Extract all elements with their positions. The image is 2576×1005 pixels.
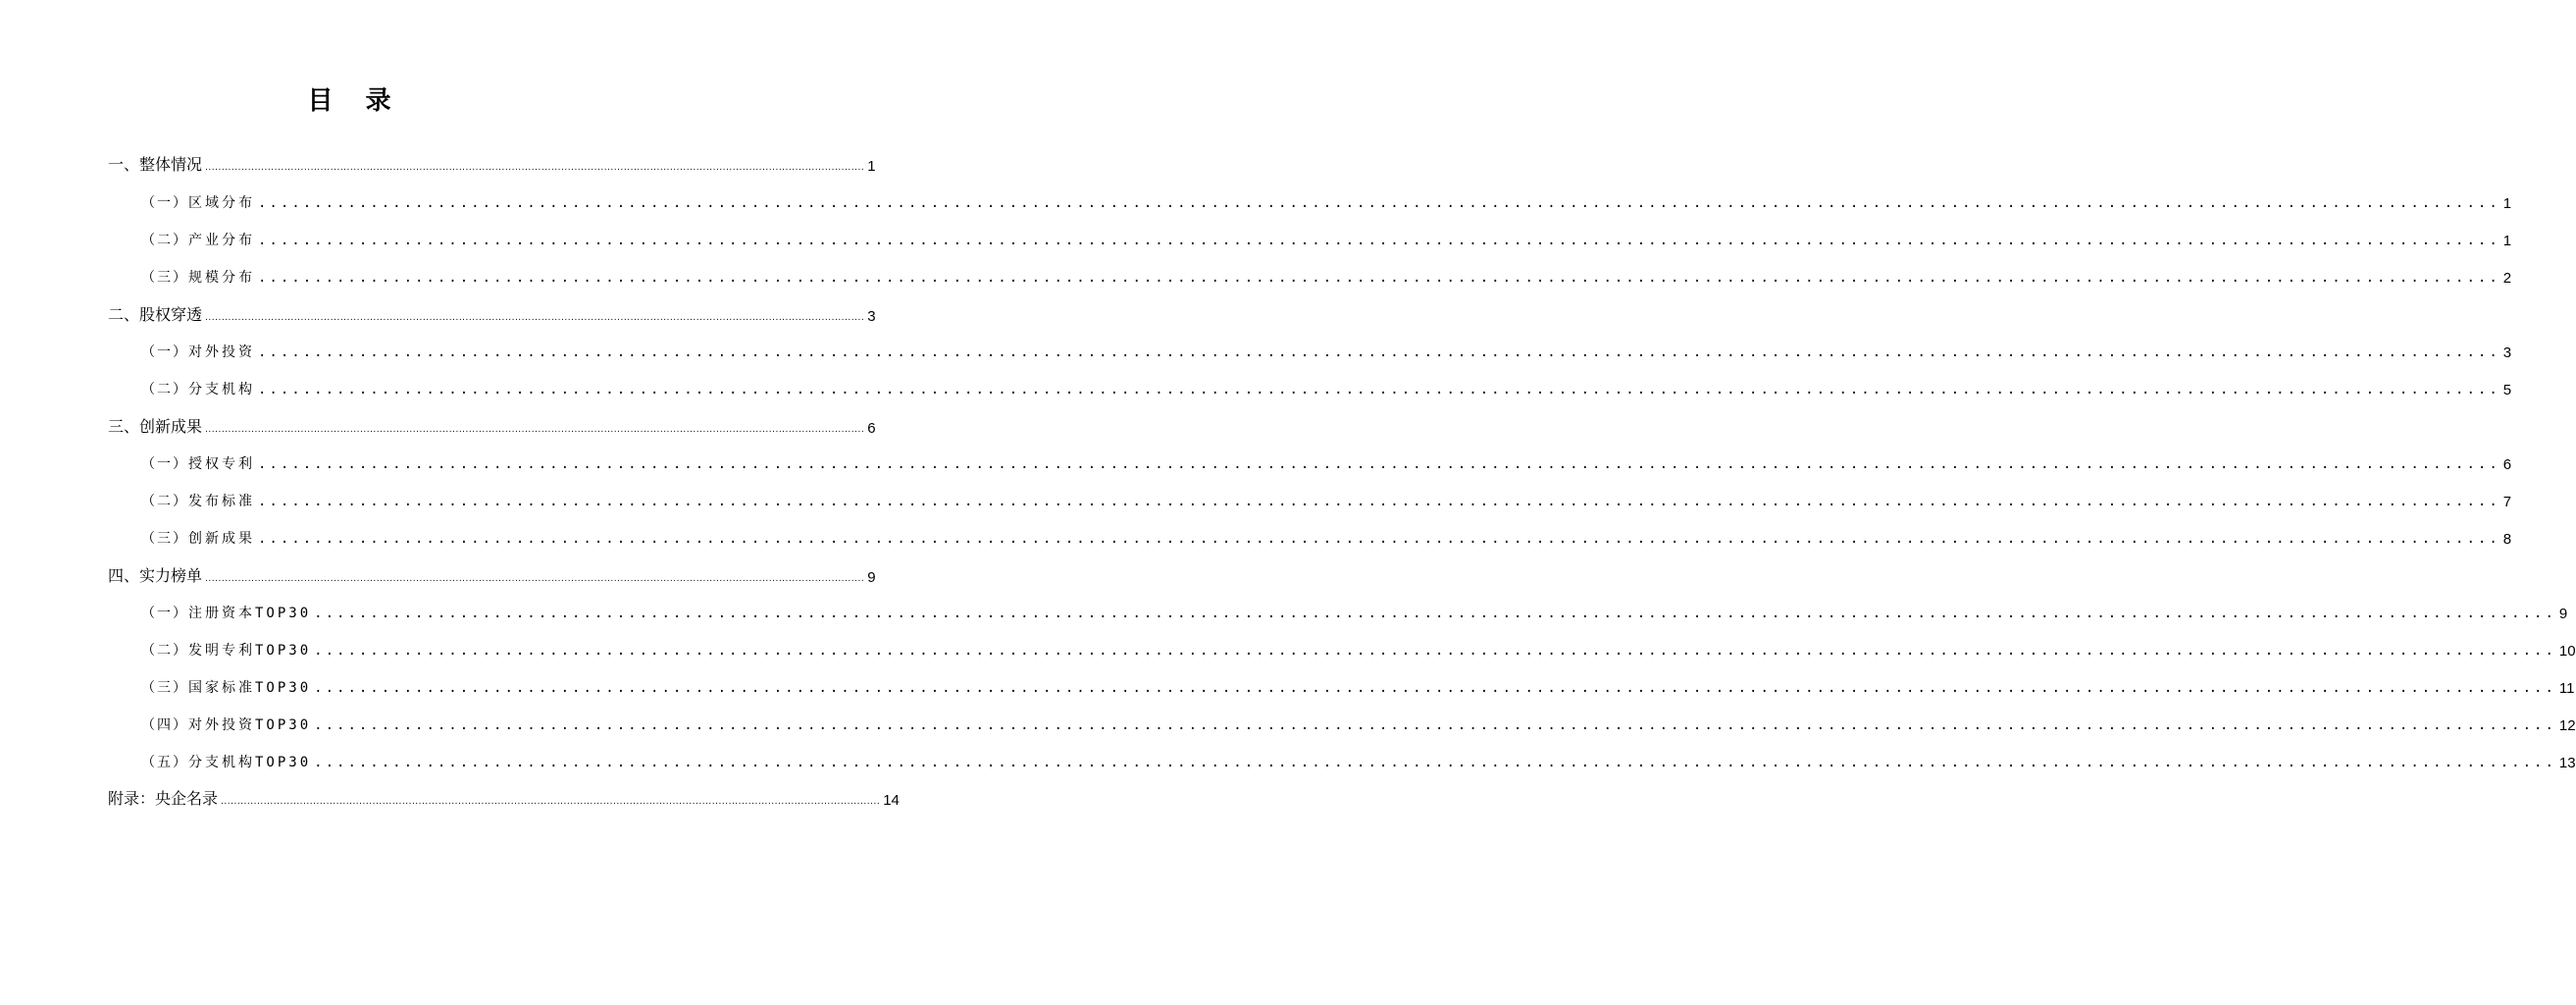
toc-subsection-entry[interactable]	[108, 188, 2512, 212]
toc-entry-number: （一）	[141, 456, 188, 472]
toc-page-number: 2	[2502, 270, 2512, 287]
toc-entry-label: 发明专利TOP30	[188, 643, 312, 659]
toc-subsection-entry[interactable]	[108, 673, 2575, 697]
toc-entry-number: （三）	[141, 680, 188, 696]
toc-entry-label: 股权穿透	[139, 305, 203, 324]
page-title: 目 录	[307, 86, 403, 116]
toc-page-number: 12	[2558, 717, 2576, 734]
toc-entry-label: 区域分布	[188, 195, 255, 211]
toc-entry-number: 二、	[108, 305, 140, 324]
toc-entry-label: 分支机构	[188, 382, 255, 397]
toc-dot-leader: ........................................................................................................................................................................................................	[314, 717, 2556, 733]
toc-dot-leader: ........................................................................................................................................................................................................	[205, 425, 865, 435]
toc-section-entry[interactable]	[108, 151, 876, 175]
toc-entry-label: 产业分布	[188, 233, 255, 248]
toc-entry-label: 国家标准TOP30	[188, 680, 312, 696]
toc-subsection-entry[interactable]	[108, 450, 2512, 473]
toc-dot-leader: ........................................................................................................................................................................................................	[258, 494, 2500, 509]
toc-dot-leader: ........................................................................................................................................................................................................	[258, 270, 2500, 286]
toc-subsection-entry[interactable]	[108, 226, 2512, 249]
toc-entry-number: （二）	[141, 382, 188, 397]
toc-entry-label: 对外投资	[188, 344, 255, 360]
toc-entry-number: （一）	[141, 195, 188, 211]
toc-subsection-entry[interactable]	[108, 524, 2512, 548]
toc-entry-label: 分支机构TOP30	[188, 755, 312, 770]
toc-dot-leader: ........................................................................................................................................................................................................	[258, 456, 2500, 472]
toc-page-number: 5	[2502, 382, 2512, 398]
toc-section-entry[interactable]	[108, 301, 876, 325]
toc-subsection-entry[interactable]	[108, 263, 2512, 287]
toc-subsection-entry[interactable]	[108, 711, 2576, 734]
toc-subsection-entry[interactable]	[108, 338, 2512, 361]
toc-dot-leader: ........................................................................................................................................................................................................	[258, 344, 2500, 360]
toc-entry-number: （二）	[141, 233, 188, 248]
toc-entry-number: （二）	[141, 643, 188, 659]
toc-page-number: 1	[867, 158, 876, 175]
toc-entry-label: 授权专利	[188, 456, 255, 472]
toc-dot-leader: ........................................................................................................................................................................................................	[314, 755, 2556, 770]
toc-page-number: 1	[2502, 233, 2512, 249]
toc-page-number: 13	[2558, 755, 2576, 771]
toc-entry-number: 一、	[108, 155, 140, 174]
toc-entry-label: 创新成果	[188, 531, 255, 547]
toc-dot-leader: ........................................................................................................................................................................................................	[314, 643, 2556, 659]
toc-entry-number: （三）	[141, 270, 188, 286]
toc-dot-leader: ........................................................................................................................................................................................................	[258, 195, 2500, 211]
toc-dot-leader: ........................................................................................................................................................................................................	[258, 531, 2500, 547]
toc-dot-leader: ........................................................................................................................................................................................................	[205, 574, 865, 584]
toc-page-number: 8	[2502, 531, 2512, 548]
toc-entry-number: （五）	[141, 755, 188, 770]
toc-section-entry[interactable]	[108, 785, 900, 809]
toc-entry-label: 整体情况	[139, 155, 203, 174]
toc-dot-leader: ........................................................................................................................................................................................................	[205, 313, 865, 323]
toc-page-number: 3	[867, 308, 876, 325]
toc-entry-label: 实力榜单	[139, 566, 203, 585]
toc-dot-leader: ........................................................................................................................................................................................................	[258, 382, 2500, 397]
toc-subsection-entry[interactable]	[108, 487, 2512, 510]
toc-page-number: 7	[2502, 494, 2512, 510]
toc-entry-number: （三）	[141, 531, 188, 547]
toc-subsection-entry[interactable]	[108, 599, 2568, 622]
toc-subsection-entry[interactable]	[108, 636, 2576, 660]
toc-dot-leader: ........................................................................................................................................................................................................	[258, 233, 2500, 248]
toc-entry-number: （一）	[141, 606, 188, 621]
toc-entry-label: 规模分布	[188, 270, 255, 286]
toc-entry-number: （四）	[141, 717, 188, 733]
toc-page-number: 10	[2558, 643, 2576, 660]
toc-dot-leader: ........................................................................................................................................................................................................	[314, 606, 2556, 621]
toc-subsection-entry[interactable]	[108, 375, 2512, 398]
toc-dot-leader: ........................................................................................................................................................................................................	[314, 680, 2556, 696]
toc-entry-label: 注册资本TOP30	[188, 606, 312, 621]
toc-entry-number: 四、	[108, 566, 140, 585]
toc-page-number: 9	[2558, 606, 2568, 622]
toc-entry-number: （一）	[141, 344, 188, 360]
toc-entry-label: 发布标准	[188, 494, 255, 509]
toc-dot-leader: ........................................................................................................................................................................................................	[205, 163, 865, 173]
toc-entry-label: 附录：央企名录	[108, 789, 219, 808]
toc-entry-label: 创新成果	[139, 417, 203, 436]
toc-page-number: 3	[2502, 344, 2512, 361]
toc-subsection-entry[interactable]	[108, 748, 2576, 771]
toc-section-entry[interactable]	[108, 413, 876, 437]
toc-entry-number: （二）	[141, 494, 188, 509]
toc-page-number: 6	[2502, 456, 2512, 473]
toc-entry-number: 三、	[108, 417, 140, 436]
toc-section-entry[interactable]	[108, 562, 876, 586]
toc-page-number: 6	[867, 420, 876, 437]
toc-page-number: 14	[883, 792, 900, 809]
toc-page-number: 9	[867, 569, 876, 586]
toc-page-number: 11	[2558, 680, 2575, 697]
toc-page-number: 1	[2502, 195, 2512, 212]
toc-dot-leader: ........................................................................................................................................................................................................	[221, 797, 881, 807]
toc-entry-label: 对外投资TOP30	[188, 717, 312, 733]
